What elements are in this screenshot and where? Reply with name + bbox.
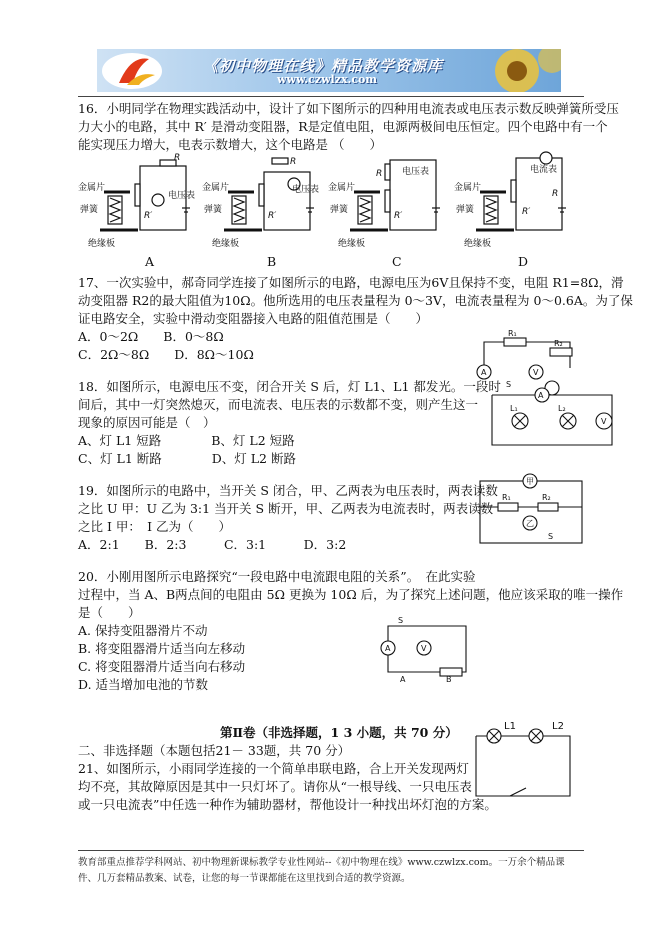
q16-voltmeter-label-b: 电压表 xyxy=(292,185,320,195)
q17-r1-label: R₁ xyxy=(508,329,517,338)
q16-metal-label-d: 金属片 xyxy=(454,183,482,193)
q16-board-label-c: 绝缘板 xyxy=(338,239,366,249)
q21-circuit-figure xyxy=(470,716,580,806)
q16-board-label-a: 绝缘板 xyxy=(88,239,116,249)
q17-r2-label: R₂ xyxy=(554,339,563,348)
q16-option-b: B xyxy=(267,254,277,269)
q16-line-3: 能实现压力增大，电表示数增大，这个电路是 （ ） xyxy=(78,137,382,152)
q19-yi-label: 乙 xyxy=(526,519,534,528)
q16-spring-label-b: 弹簧 xyxy=(204,205,223,215)
q18-l1-label: L₁ xyxy=(510,404,518,413)
q17-options-row-1: A．0～2Ω B．0～8Ω xyxy=(78,329,224,344)
footer-line-2: 件、几万套精品教案、试卷，让您的每一节课都能在这里找到合适的教学资源。 xyxy=(78,873,411,884)
q19-switch-label: S xyxy=(548,532,554,541)
q16-spring-label-d: 弹簧 xyxy=(456,205,475,215)
q16-line-2: 力大小的电路，其中 R′ 是滑动变阻器，R是定值电阻，电源两极间电压恒定。四个电路中有一个 xyxy=(78,119,608,134)
q20-option-c: C. 将变阻器滑片适当向右移动 xyxy=(78,659,246,674)
q16-spring-label-a: 弹簧 xyxy=(80,205,99,215)
q16-rp-label-a: R′ xyxy=(144,211,153,221)
q16-rp-label-c: R′ xyxy=(394,211,403,221)
q16-r-label-c: R xyxy=(376,169,383,179)
q16-metal-label-c: 金属片 xyxy=(328,183,356,193)
q20-option-a: A. 保持变阻器滑片不动 xyxy=(78,623,208,638)
footer-line-1: 教育部重点推荐学科网站、初中物理新课标教学专业性网站--《初中物理在线》www.czwlzx.com。一万余个精品课 xyxy=(78,857,565,868)
q18-options-row-1: A、灯 L1 短路 B、灯 L2 短路 xyxy=(78,433,295,448)
header-banner xyxy=(97,49,561,92)
q21-l2-label: L2 xyxy=(552,721,564,732)
q19-circuit-figure xyxy=(474,473,588,551)
q16-voltmeter-label-a: 电压表 xyxy=(168,191,196,201)
q20-switch-label: S xyxy=(398,616,404,625)
q18-line-2: 间后，其中一灯突然熄灭，而电流表、电压表的示数都不变，则产生这一 xyxy=(78,397,479,412)
q16-board-label-b: 绝缘板 xyxy=(212,239,240,249)
q16-rp-label-b: R′ xyxy=(268,211,277,221)
banner-title: 《初中物理在线》精品教学资源库 xyxy=(203,57,444,75)
q20-option-d: D. 适当增加电池的节数 xyxy=(78,677,209,692)
banner-sunflower-center xyxy=(507,61,527,81)
q18-ammeter-label: A xyxy=(538,391,544,400)
q18-circuit-figure xyxy=(486,375,616,455)
q19-r1-label: R₁ xyxy=(502,493,511,502)
q19-jia-label: 甲 xyxy=(526,477,534,486)
q16-line-1: 16．小明同学在物理实践活动中，设计了如下图所示的四种用电流表或电压表示数反映弹簧所受压 xyxy=(78,101,619,116)
q16-voltmeter-label-c: 电压表 xyxy=(402,167,430,177)
q16-r-label-b: R xyxy=(290,157,297,167)
q21-line-2: 均不亮，其故障原因是其中一只灯坏了。请你从“一根导线、一只电压表 xyxy=(78,779,472,794)
q20-line-3: 是（ ） xyxy=(78,605,141,620)
q20-option-b: B. 将变阻器滑片适当向左移动 xyxy=(78,641,246,656)
banner-url: www.czwlzx.com xyxy=(277,73,378,86)
q20-ammeter-label: A xyxy=(385,644,391,653)
q18-line-3: 现象的原因可能是（ ） xyxy=(78,415,216,430)
q16-metal-label-a: 金属片 xyxy=(78,183,106,193)
q16-r-label-a: R xyxy=(174,153,181,163)
q17-ammeter-label: A xyxy=(481,368,487,377)
footer-rule xyxy=(78,850,584,851)
q21-l1-label: L1 xyxy=(504,721,516,732)
q18-l2-label: L₂ xyxy=(558,404,566,413)
q19-options-row: A．2:1 B．2:3 C．3:1 D．3:2 xyxy=(78,537,347,552)
q20-point-a-label: A xyxy=(400,675,406,682)
q19-line-3: 之比 I 甲： I 乙为（ ） xyxy=(78,519,232,534)
banner-sunflower-icon-2 xyxy=(538,49,561,73)
header-rule xyxy=(78,96,584,97)
q17-line-2: 动变阻器 R2的最大阻值为10Ω。他所选用的电压表量程为 0～3V，电流表量程为 0～0.6A。为了保 xyxy=(78,293,633,308)
q16-option-a: A xyxy=(145,254,155,269)
q18-line-1: 18．如图所示，电源电压不变，闭合开关 S 后，灯 L1、L1 都发光。一段时 xyxy=(78,379,501,394)
q16-spring-label-c: 弹簧 xyxy=(330,205,349,215)
q21-line-3: 或一只电流表”中任选一种作为辅助器材，帮他设计一种找出坏灯泡的方案。 xyxy=(78,797,497,812)
q16-board-label-d: 绝缘板 xyxy=(464,239,492,249)
q16-figures xyxy=(78,150,588,260)
q20-circuit-figure xyxy=(378,616,488,682)
q20-line-1: 20．小刚用图所示电路探究“一段电路中电流跟电阻的关系”。 在此实验 xyxy=(78,569,476,584)
q20-line-2: 过程中，当 A、B两点间的电阻由 5Ω 更换为 10Ω 后，为了探究上述问题，他应该采取的唯一操作 xyxy=(78,587,624,602)
q19-r2-label: R₂ xyxy=(542,493,551,502)
q18-switch-label: S xyxy=(506,380,512,389)
q16-option-c: C xyxy=(392,254,402,269)
part2-title: 第Ⅱ卷（非选择题，1 3 小题，共 70 分） xyxy=(220,725,458,740)
q21-line-1: 21、如图所示，小雨同学连接的一个简单串联电路，合上开关发现两灯 xyxy=(78,761,469,776)
q20-point-b-label: B xyxy=(446,675,452,682)
q17-voltmeter-label: V xyxy=(533,368,539,377)
q16-metal-label-b: 金属片 xyxy=(202,183,230,193)
q16-option-d: D xyxy=(518,254,529,269)
q17-options-row-2: C．2Ω～8Ω D．8Ω～10Ω xyxy=(78,347,254,362)
part2-subtitle: 二、非选择题（本题包括21－ 33题，共 70 分） xyxy=(78,743,351,758)
q16-r-label-d: R xyxy=(552,189,559,199)
q20-voltmeter-label: V xyxy=(421,644,427,653)
q17-line-1: 17、一次实验中，郝奇同学连接了如图所示的电路，电源电压为6V且保持不变，电阻 R1=8Ω，滑 xyxy=(78,275,624,290)
q16-rp-label-d: R′ xyxy=(522,207,531,217)
q17-line-3: 证电路安全，实验中滑动变阻器接入电路的阻值范围是（ ） xyxy=(78,311,429,326)
q18-voltmeter-label: V xyxy=(601,417,607,426)
q19-line-2: 之比 U 甲：U 乙为 3:1 当开关 S 断开，甲、乙两表为电流表时，两表读数 xyxy=(78,501,494,516)
q16-ammeter-label-d: 电流表 xyxy=(530,165,558,175)
q19-line-1: 19．如图所示的电路中，当开关 S 闭合，甲、乙两表为电压表时，两表读数 xyxy=(78,483,498,498)
q18-options-row-2: C、灯 L1 断路 D、灯 L2 断路 xyxy=(78,451,296,466)
